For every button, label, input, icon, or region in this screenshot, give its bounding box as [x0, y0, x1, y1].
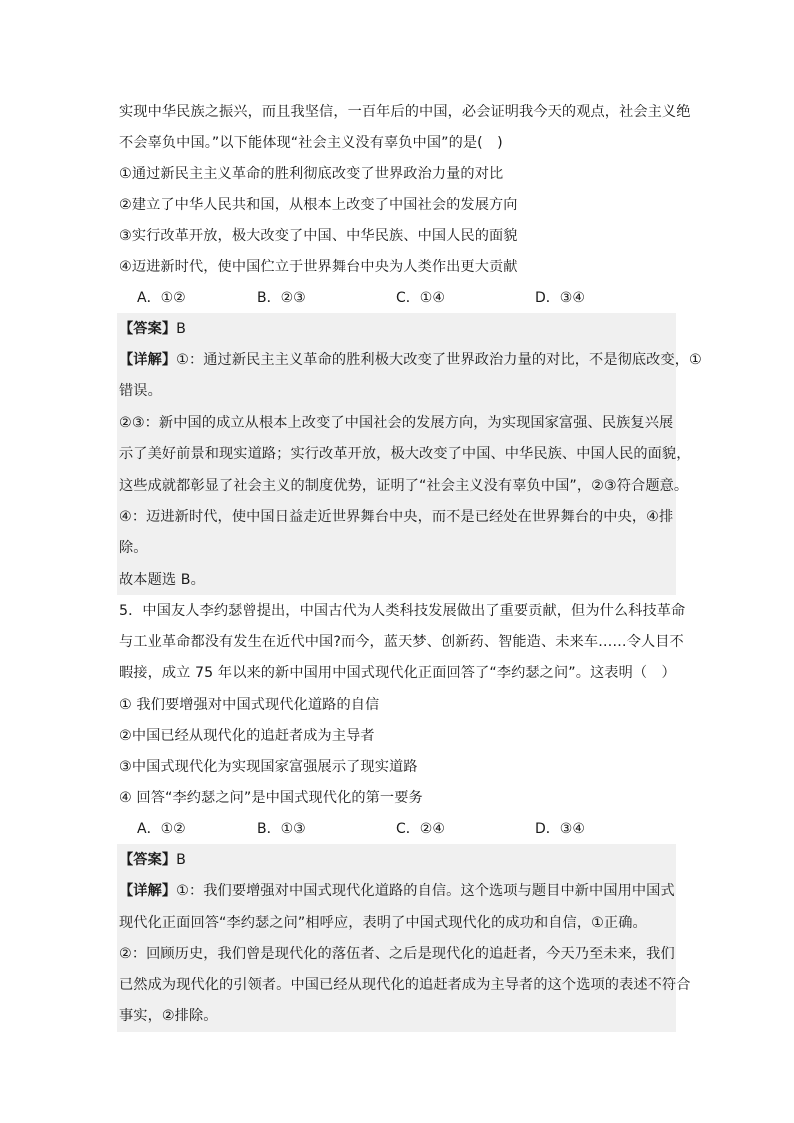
q5-stem-line-2: 与工业革命都没有发生在近代中国?而今，蓝天梦、创新药、智能造、未来车……令人目不 [119, 634, 684, 650]
q4-detail-label: 【详解】 [119, 352, 177, 368]
q4-answer-line [119, 319, 709, 339]
q4-option-d: D．③④ [535, 290, 585, 306]
q4-detail-line-6: ④：迈进新时代，使中国日益走近世界舞台中央，而不是已经处在世界舞台的中央，④排 [119, 509, 674, 525]
q5-statement-1: ① 我们要增强对中国式现代化道路的自信 [119, 697, 380, 713]
q4-detail-line-5: 这些成就都彰显了社会主义的制度优势，证明了“社会主义没有辜负中国”，②③符合题意。 [119, 478, 689, 494]
q4-statement-1: ①通过新民主主义革命的胜利彻底改变了世界政治力量的对比 [119, 166, 504, 182]
q4-answer-value: B [176, 321, 186, 337]
q5-option-c: C．②④ [396, 821, 445, 837]
q4-stem-line-2: 不会辜负中国。”以下能体现“社会主义没有辜负中国”的是( ) [119, 135, 503, 151]
q4-answer-label: 【答案】 [119, 321, 177, 337]
q5-detail-label: 【详解】 [119, 883, 177, 899]
q5-stem-line-1: 5．中国友人李约瑟曾提出，中国古代为人类科技发展做出了重要贡献，但为什么科技革命 [119, 603, 686, 619]
q4-option-c: C．①④ [396, 290, 445, 306]
q4-statement-2: ②建立了中华人民共和国，从根本上改变了中国社会的发展方向 [119, 197, 518, 213]
q5-options [137, 819, 697, 839]
q5-option-a: A．①② [137, 821, 186, 837]
q4-detail-line-3: ②③：新中国的成立从根本上改变了中国社会的发展方向，为实现国家富强、民族复兴展 [119, 415, 674, 431]
q5-detail-line-1 [119, 881, 709, 901]
q5-answer-box [117, 844, 676, 1032]
q5-answer-label: 【答案】 [119, 852, 177, 868]
q4-detail-text: ①：通过新民主主义革命的胜利极大改变了世界政治力量的对比，不是彻底改变，① [176, 352, 702, 368]
q4-detail-line-2: 错误。 [119, 383, 162, 399]
q5-detail-line-3: ②：回顾历史，我们曾是现代化的落伍者、之后是现代化的追赶者，今天乃至未来，我们 [119, 946, 675, 962]
q5-answer-line [119, 850, 709, 870]
q4-statement-3: ③实行改革开放，极大改变了中国、中华民族、中国人民的面貌 [119, 228, 518, 244]
q4-option-a: A．①② [137, 290, 186, 306]
q5-statement-2: ②中国已经从现代化的追赶者成为主导者 [119, 728, 375, 744]
q4-statement-4: ④迈进新时代，使中国伫立于世界舞台中央为人类作出更大贡献 [119, 259, 518, 275]
q4-detail-line-8: 故本题选 B。 [119, 572, 205, 588]
q5-answer-value: B [176, 852, 186, 868]
q4-detail-line-4: 示了美好前景和现实道路；实行改革开放，极大改变了中国、中华民族、中国人民的面貌， [119, 446, 691, 462]
q5-option-d: D．③④ [535, 821, 585, 837]
q4-option-b: B．②③ [257, 290, 306, 306]
q4-options [137, 288, 697, 308]
q4-stem-line-1: 实现中华民族之振兴，而且我坚信，一百年后的中国，必会证明我今天的观点，社会主义绝 [119, 104, 691, 120]
q5-detail-line-2: 现代化正面回答“李约瑟之问”相呼应，表明了中国式现代化的成功和自信，①正确。 [119, 915, 647, 931]
q5-option-b: B．①③ [257, 821, 306, 837]
q4-detail-line-7: 除。 [119, 540, 148, 556]
q5-detail-text: ①：我们要增强对中国式现代化道路的自信。这个选项与题目中新中国用中国式 [176, 883, 675, 899]
q5-statement-3: ③中国式现代化为实现国家富强展示了现实道路 [119, 759, 418, 775]
q4-detail-line-1 [119, 350, 709, 370]
q5-stem-line-3: 暇接，成立 75 年以来的新中国用中国式现代化正面回答了“李约瑟之问”。这表明（ ） [119, 665, 676, 681]
q5-statement-4: ④ 回答“李约瑟之问”是中国式现代化的第一要务 [119, 790, 423, 806]
q5-detail-line-5: 事实，②排除。 [119, 1008, 218, 1024]
q5-detail-line-4: 已然成为现代化的引领者。中国已经从现代化的追赶者成为主导者的这个选项的表述不符合 [119, 977, 691, 993]
